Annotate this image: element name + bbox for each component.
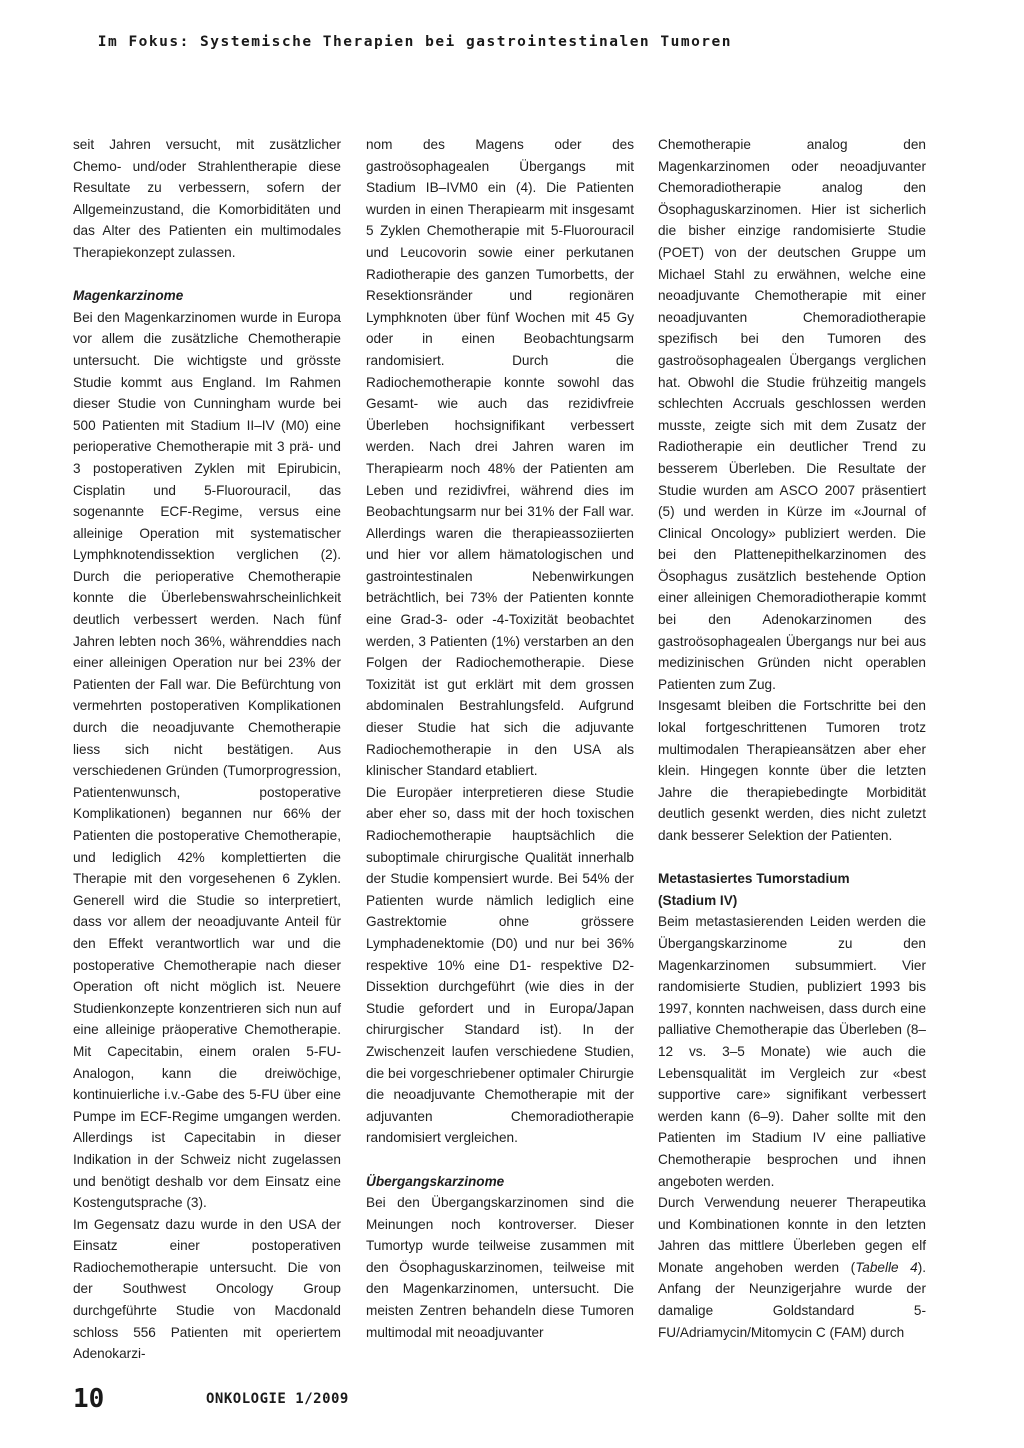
text-column-2	[366, 134, 634, 1343]
paragraph: Chemotherapie analog den Magenkarzinomen oder neoadjuvanter Chemoradiotherapie analog den Ösophaguskarzinomen. Hier ist sicherlich die bisher einzige randomisierte Studie (POET) von der deutschen Gruppe um Michael Stahl zu erwähnen, welche eine neoadjuvante Chemotherapie mit einer neoadjuvanten Chemoradiotherapie spezifisch bei den Tumoren des gastroösophagealen Übergangs verglichen hat. Obwohl die Studie frühzeitig mangels schlechten Accruals geschlossen werden musste, zeigte sich mit dem Zusatz der Radiotherapie ein deutlicher Trend zu besserem Überleben. Die Resultate der Studie wurden am ASCO 2007 präsentiert (5) und werden in Kürze im «Journal of Clinical Oncology» publiziert werden. Die bei den Plattenepithelkarzinomen des Ösophagus zusätzlich bestehende Option einer alleinigen Chemoradiotherapie kommt bei den Adenokarzinomen des gastroösophagealen Übergangs nur bei aus medizinischen Gründen nicht operablen Patienten zum Zug.	[658, 137, 926, 692]
paragraph-text: ). Anfang der Neunzigerjahre wurde der damalige Goldstandard 5-FU/Adriamycin/Mitomycin C (FAM) durch	[658, 1259, 926, 1340]
page-number: 10	[73, 1384, 105, 1414]
running-header: Im Fokus: Systemische Therapien bei gastrointestinalen Tumoren	[97, 34, 732, 50]
paragraph: Die Europäer interpretieren diese Studie aber eher so, dass mit der hoch toxischen Radiochemotherapie hauptsächlich die suboptimale chirurgische Qualität innerhalb der Studie kompensiert wurde. Bei 54% der Patienten wurde nämlich lediglich eine Gastrektomie ohne grössere Lymphadenektomie (D0) und nur bei 36% respektive 10% eine D1- respektive D2-Dissektion durchgeführt (wie dies in der Studie gefordert und in Europa/Japan chirurgischer Standard ist). In der Zwischenzeit laufen verschiedene Studien, die bei vorgeschriebener optimaler Chirurgie die neoadjuvante Chemotherapie mit der adjuvanten Chemoradiotherapie randomisiert vergleichen.	[366, 784, 634, 1146]
paragraph: Bei den Magenkarzinomen wurde in Europa vor allem die zusätzliche Chemotherapie untersucht. Die wichtigste und grösste Studie kommt aus England. Im Rahmen dieser Studie von Cunningham wurde bei 500 Patienten mit Stadium II–IV (M0) eine perioperative Chemotherapie mit 3 prä- und 3 postoperativen Zyklen mit Epirubicin, Cisplatin und 5-Fluorouracil, das sogenannte ECF-Regime, versus eine alleinige Operation mit systematischer Lymphknotendissektion verglichen (2). Durch die perioperative Chemotherapie konnte die Überlebenswahrscheinlichkeit deutlich verbessert werden. Nach fünf Jahren lebten noch 36%, währenddies nach einer alleinigen Operation nur bei 23% der Patienten der Fall war. Die Befürchtung von vermehrten postoperativen Komplikationen durch die neoadjuvante Chemotherapie liess sich nicht bestätigen. Aus verschiedenen Gründen (Tumorprogression, Patientenwunsch, postoperative Komplikationen) begannen nur 66% der Patienten die postoperative Chemotherapie, und lediglich 42% komplettierten die Therapie mit den vorgesehenen 6 Zyklen. Generell wird die Studie so interpretiert, dass vor allem der neoadjuvante Anteil für den Effekt verantwortlich war und die postoperative Chemotherapie nach dieser Operation oft nicht möglich ist. Neuere Studienkonzepte konzentrieren sich nun auf eine alleinige präoperative Chemotherapie. Mit Capecitabin, einem oralen 5-FU-Analogon, kann die dreiwöchige, kontinuierliche i.v.-Gabe des 5-FU über eine Pumpe im ECF-Regime umgangen werden. Allerdings ist Capecitabin in dieser Indikation in der Schweiz nicht zugelassen und benötigt deshalb vor dem Einsatz eine Kostengutsprache (3).	[73, 309, 341, 1211]
paragraph: Im Gegensatz dazu wurde in den USA der Einsatz einer postoperativen Radiochemotherapie untersucht. Die von der Southwest Oncology Group durchgeführte Studie von Macdonald schloss 556 Patienten mit operiertem Adenokarzi-	[73, 1216, 341, 1362]
paragraph: nom des Magens oder des gastroösophagealen Übergangs mit Stadium IB–IVM0 ein (4). Die Patienten wurden in einen Therapiearm mit insgesamt 5 Zyklen Chemotherapie mit 5-Fluorouracil und Leucovorin sowie einer perkutanen Radiotherapie des ganzen Tumorbetts, der Resektionsränder und regionären Lymphknoten über fünf Wochen mit 45 Gy oder in einen Beobachtungsarm randomisiert. Durch die Radiochemotherapie konnte sowohl das Gesamt- wie auch das rezidivfreie Überleben hochsignifikant verbessert werden. Nach drei Jahren waren im Therapiearm noch 48% der Patienten am Leben und rezidivfrei, während dies im Beobachtungsarm nur bei 31% der Fall war. Allerdings waren die therapieassoziierten und hier vor allem hämatologischen und gastrointestinalen Nebenwirkungen beträchtlich, bei 73% der Patienten konnte eine Grad-3- oder -4-Toxizität beobachtet werden, 3 Patienten (1%) verstarben an den Folgen der Radiochemotherapie. Diese Toxizität ist gut erklärt mit dem grossen abdominalen Bestrahlungsfeld. Aufgrund dieser Studie hat sich die adjuvante Radiochemotherapie in den USA als klinischer Standard etabliert.	[366, 137, 634, 779]
section-heading-magenkarzinome: Magenkarzinome	[73, 288, 184, 304]
section-heading-stadium: (Stadium IV)	[658, 892, 738, 908]
paragraph: Bei den Übergangskarzinomen sind die Meinungen noch kontroverser. Dieser Tumortyp wurde teilweise zusammen mit den Ösophaguskarzinomen, teilweise mit den Magenkarzinomen, untersucht. Die meisten Zentren behandeln diese Tumoren multimodal mit neoadjuvanter	[366, 1195, 634, 1340]
paragraph: Insgesamt bleiben die Fortschritte bei den lokal fortgeschrittenen Tumoren trotz multimodalen Therapieansätzen aber eher klein. Hingegen konnte über die letzten Jahre die therapiebedingte Morbidität deutlich gesenkt werden, dies nicht zuletzt dank besserer Selektion der Patienten.	[658, 698, 926, 843]
paragraph: Beim metastasierenden Leiden werden die Übergangskarzinome zu den Magenkarzinomen subsummiert. Vier randomisierte Studien, publiziert 1993 bis 1997, konnten nachweisen, dass durch eine palliative Chemotherapie das Überleben (8–12 vs. 3–5 Monate) wie auch die Lebensqualität im Vergleich zur «best supportive care» signifikant verbessert werden kann (6–9). Daher sollte mit den Patienten im Stadium IV eine palliative Chemotherapie besprochen und ihnen angeboten werden.	[658, 914, 926, 1189]
paragraph	[658, 1192, 926, 1343]
text-column-3	[658, 134, 926, 1343]
section-heading-metastasiert: Metastasiertes Tumorstadium	[658, 871, 850, 887]
journal-name: ONKOLOGIE 1/2009	[206, 1391, 349, 1407]
paragraph: seit Jahren versucht, mit zusätzlicher Chemo- und/oder Strahlentherapie diese Resultate zu verbessern, sofern der Allgemeinzustand, die Komorbiditäten und das Alter des Patienten ein multimodales Therapiekonzept zulassen.	[73, 137, 341, 260]
table-reference: Tabelle 4	[855, 1259, 918, 1275]
paragraph-text: Durch Verwendung neuerer Therapeutika und Kombinationen konnte in den letzten Jahren das mittlere Überleben gegen elf Monate angehoben werden (	[658, 1195, 926, 1275]
text-column-1	[73, 134, 341, 1365]
section-heading-uebergangskarzinome: Übergangskarzinome	[366, 1173, 505, 1189]
